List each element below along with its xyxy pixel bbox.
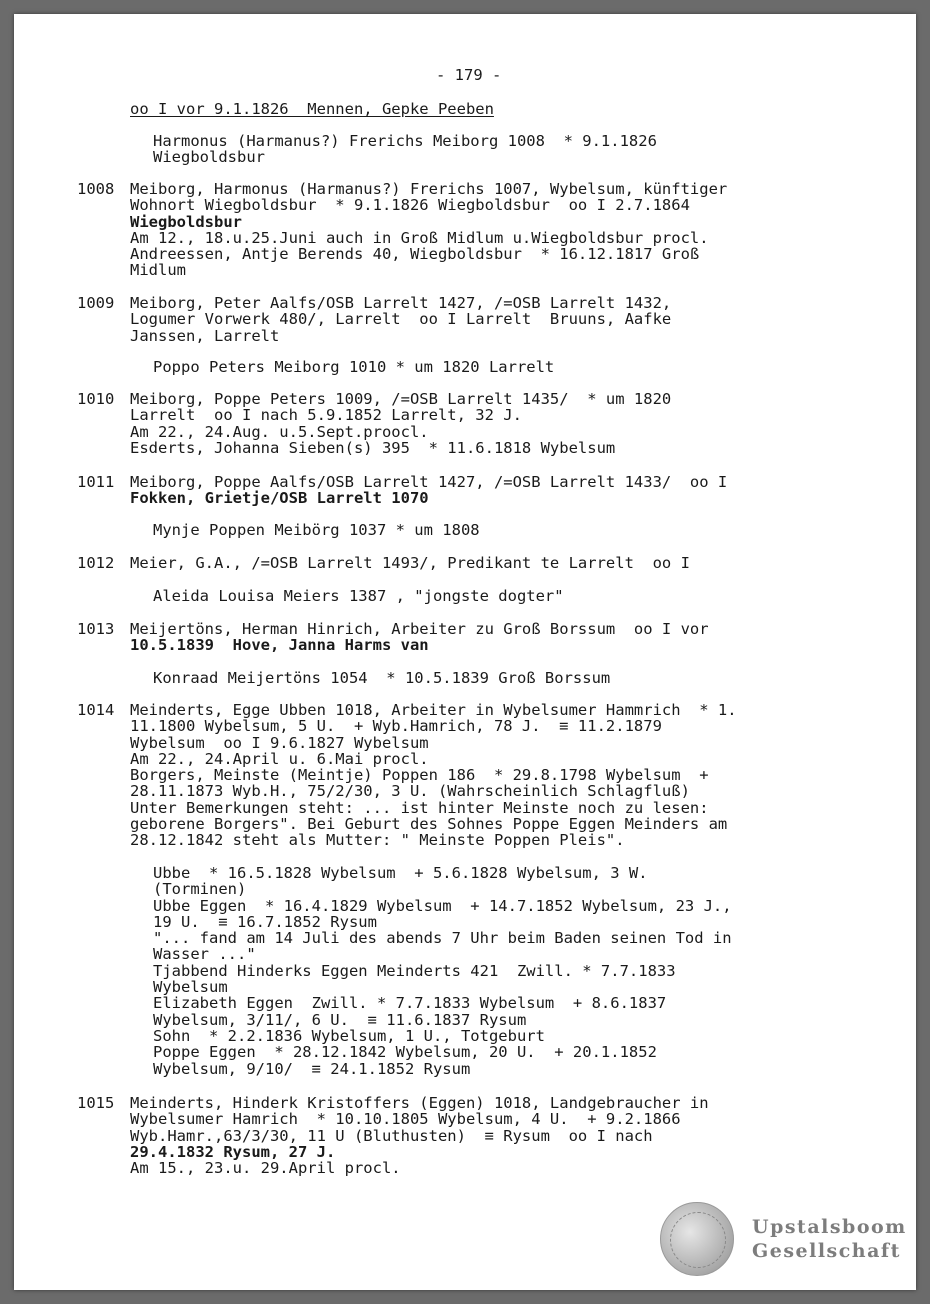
entry-1010: Meiborg, Poppe Peters 1009, /=OSB Larrelt 1435/ * um 1820 Larrelt oo I nach 5.9.1852 Larrelt, 32 J. Am 22., 24.Aug. u.5.Sept.proocl. Esderts, Johanna Sieben(s) 395 * 11.6.1818 Wybelsum <box>130 390 672 457</box>
child-entry: Harmonus (Harmanus?) Frerichs Meiborg 1008 * 9.1.1826 Wiegboldsbur <box>153 132 657 167</box>
brand-line-1: Upstalsboom <box>752 1216 907 1238</box>
brand-line-2: Gesellschaft <box>752 1240 901 1262</box>
child-entry: Konraad Meijertöns 1054 * 10.5.1839 Groß Borssum <box>153 669 611 687</box>
entry-1008: Meiborg, Harmonus (Harmanus?) Frerichs 1007, Wybelsum, künftiger Wohnort Wiegboldsbur * 9.1.1826 Wiegboldsbur oo I 2.7.1864 Wiegboldsbur Am 12., 18.u.25.Juni auch in Groß Midlum u.Wiegboldsbur procl. Andreessen, Antje Berends 40, Wiegboldsbur * 16.12.1817 Groß Midlum <box>130 180 728 280</box>
document-page <box>14 14 916 1290</box>
entry-number-1014: 1014 <box>77 701 115 719</box>
marriage-line: oo I vor 9.1.1826 Mennen, Gepke Peeben <box>130 100 494 118</box>
entry-number-1009: 1009 <box>77 294 115 312</box>
child-entry: Mynje Poppen Meibörg 1037 * um 1808 <box>153 521 480 539</box>
society-seal-icon <box>660 1202 734 1276</box>
page-number: - 179 - <box>436 66 502 84</box>
entry-number-1008: 1008 <box>77 180 115 198</box>
entry-number-1011: 1011 <box>77 473 115 491</box>
child-entry: Poppo Peters Meiborg 1010 * um 1820 Larrelt <box>153 358 555 376</box>
entry-number-1010: 1010 <box>77 390 115 408</box>
entry-number-1013: 1013 <box>77 620 115 638</box>
entry-1013: Meijertöns, Herman Hinrich, Arbeiter zu Groß Borssum oo I vor 10.5.1839 Hove, Janna Harms van <box>130 620 709 655</box>
child-entry: Aleida Louisa Meiers 1387 , "jongste dogter" <box>153 587 564 605</box>
seal-ring <box>670 1212 726 1268</box>
entry-1014: Meinderts, Egge Ubben 1018, Arbeiter in Wybelsumer Hammrich * 1. 11.1800 Wybelsum, 5 U. + Wyb.Hamrich, 78 J. ≡ 11.2.1879 Wybelsum oo I 9.6.1827 Wybelsum Am 22., 24.April u. 6.Mai procl. Borgers, Meinste (Meintje) Poppen 186 * 29.8.1798 Wybelsum + 28.11.1873 Wyb.H., 75/2/30, 3 U. (Wahrscheinlich Schlagfluß) Unter Bemerkungen steht: ... ist hinter Meinste noch zu lesen: geborene Borgers". Bei Geburt des Sohnes Poppe Eggen Meinders am 28.12.1842 steht als Mutter: " Meinste Poppen Pleis". <box>130 701 737 850</box>
entry-1015: Meinderts, Hinderk Kristoffers (Eggen) 1018, Landgebraucher in Wybelsumer Hamrich * 10.10.1805 Wybelsum, 4 U. + 9.2.1866 Wyb.Hamr.,63/3/30, 11 U (Bluthusten) ≡ Rysum oo I nach 29.4.1832 Rysum, 27 J. Am 15., 23.u. 29.April procl. <box>130 1094 709 1178</box>
entry-1012: Meier, G.A., /=OSB Larrelt 1493/, Predikant te Larrelt oo I <box>130 554 690 572</box>
children-list: Ubbe * 16.5.1828 Wybelsum + 5.6.1828 Wybelsum, 3 W. (Torminen) Ubbe Eggen * 16.4.1829 Wybelsum + 14.7.1852 Wybelsum, 23 J., 19 U. ≡ 16.7.1852 Rysum "... fand am 14 Juli des abends 7 Uhr beim Baden seinen Tod in Wasser ..." Tjabbend Hinderks Eggen Meinderts 421 Zwill. * 7.7.1833 Wybelsum Elizabeth Eggen Zwill. * 7.7.1833 Wybelsum + 8.6.1837 Wybelsum, 3/11/, 6 U. ≡ 11.6.1837 Rysum Sohn * 2.2.1836 Wybelsum, 1 U., Totgeburt Poppe Eggen * 28.12.1842 Wybelsum, 20 U. + 20.1.1852 Wybelsum, 9/10/ ≡ 24.1.1852 Rysum <box>153 864 732 1078</box>
entry-1011: Meiborg, Poppe Aalfs/OSB Larrelt 1427, /=OSB Larrelt 1433/ oo I Fokken, Grietje/OSB Larrelt 1070 <box>130 473 728 508</box>
entry-number-1015: 1015 <box>77 1094 115 1112</box>
entry-number-1012: 1012 <box>77 554 115 572</box>
entry-1009: Meiborg, Peter Aalfs/OSB Larrelt 1427, /=OSB Larrelt 1432, Logumer Vorwerk 480/, Larrelt oo I Larrelt Bruuns, Aafke Janssen, Larrelt <box>130 294 672 345</box>
